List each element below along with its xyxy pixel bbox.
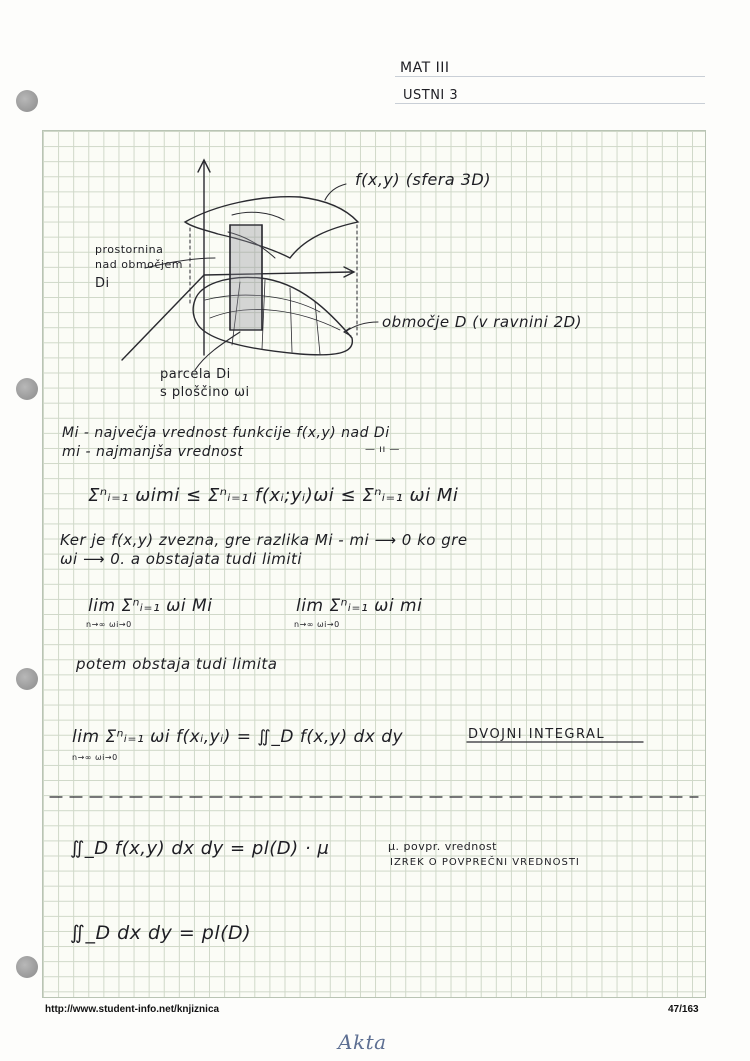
min-definition-suffix: — ıı — [365,444,400,455]
area-formula: ∬_D dx dy = pl(D) [70,922,252,944]
x-axis [204,272,352,275]
limit-1: lim Σⁿᵢ₌₁ ωi Mi [88,596,213,616]
parcel-label: parcela Di [160,367,231,382]
footer-url[interactable]: http://www.student-info.net/knjiznica [45,1004,220,1015]
column-Di [230,225,262,330]
limit-2-sub: n→∞ ωi→0 [294,620,340,629]
double-integral-label: DVOJNI INTEGRAL [468,727,606,742]
footer-page-number: 47/163 [668,1004,699,1015]
header-exam: USTNI 3 [403,88,459,103]
limit-2: lim Σⁿᵢ₌₁ ωi mi [296,596,423,616]
header-subject: MAT III [400,60,450,76]
volume-label: nad območjem [95,258,183,271]
region-D [193,277,352,354]
volume-label: Di [95,276,110,291]
double-integral-formula: lim Σⁿᵢ₌₁ ωi f(xᵢ,yᵢ) = ∬_D f(x,y) dx dy [72,727,404,747]
max-definition: Mi - največja vrednost funkcije f(x,y) nad Di [62,425,390,441]
double-integral-sub: n→∞ ωi→0 [72,753,118,762]
parcel-label: s ploščino ωi [160,385,250,400]
surface-outline [185,197,358,258]
mean-value-formula: ∬_D f(x,y) dx dy = pl(D) · μ [70,838,330,859]
continuity-line-1: Ker je f(x,y) zvezna, gre razlika Mi - mi ⟶ 0 ko gre [60,531,468,549]
min-definition: mi - najmanjša vrednost [62,444,244,460]
volume-label: prostornina [95,243,164,256]
mean-value-note: μ. povpr. vrednost [388,840,497,853]
limit-1-sub: n→∞ ωi→0 [86,620,132,629]
continuity-line-2: ωi ⟶ 0. a obstajata tudi limiti [60,550,303,568]
then-text: potem obstaja tudi limita [76,655,278,673]
y-axis [122,275,204,360]
region-label: območje D (v ravnini 2D) [382,313,583,331]
function-label: f(x,y) (sfera 3D) [355,170,491,189]
mean-value-note: IZREK O POVPREČNI VREDNOSTI [390,857,580,868]
region-mesh [205,280,340,354]
inequality-formula: Σⁿᵢ₌₁ ωimi ≤ Σⁿᵢ₌₁ f(xᵢ;yᵢ)ωi ≤ Σⁿᵢ₌₁ ωi Mi [88,485,459,506]
footer-logo: Akta [338,1030,387,1054]
